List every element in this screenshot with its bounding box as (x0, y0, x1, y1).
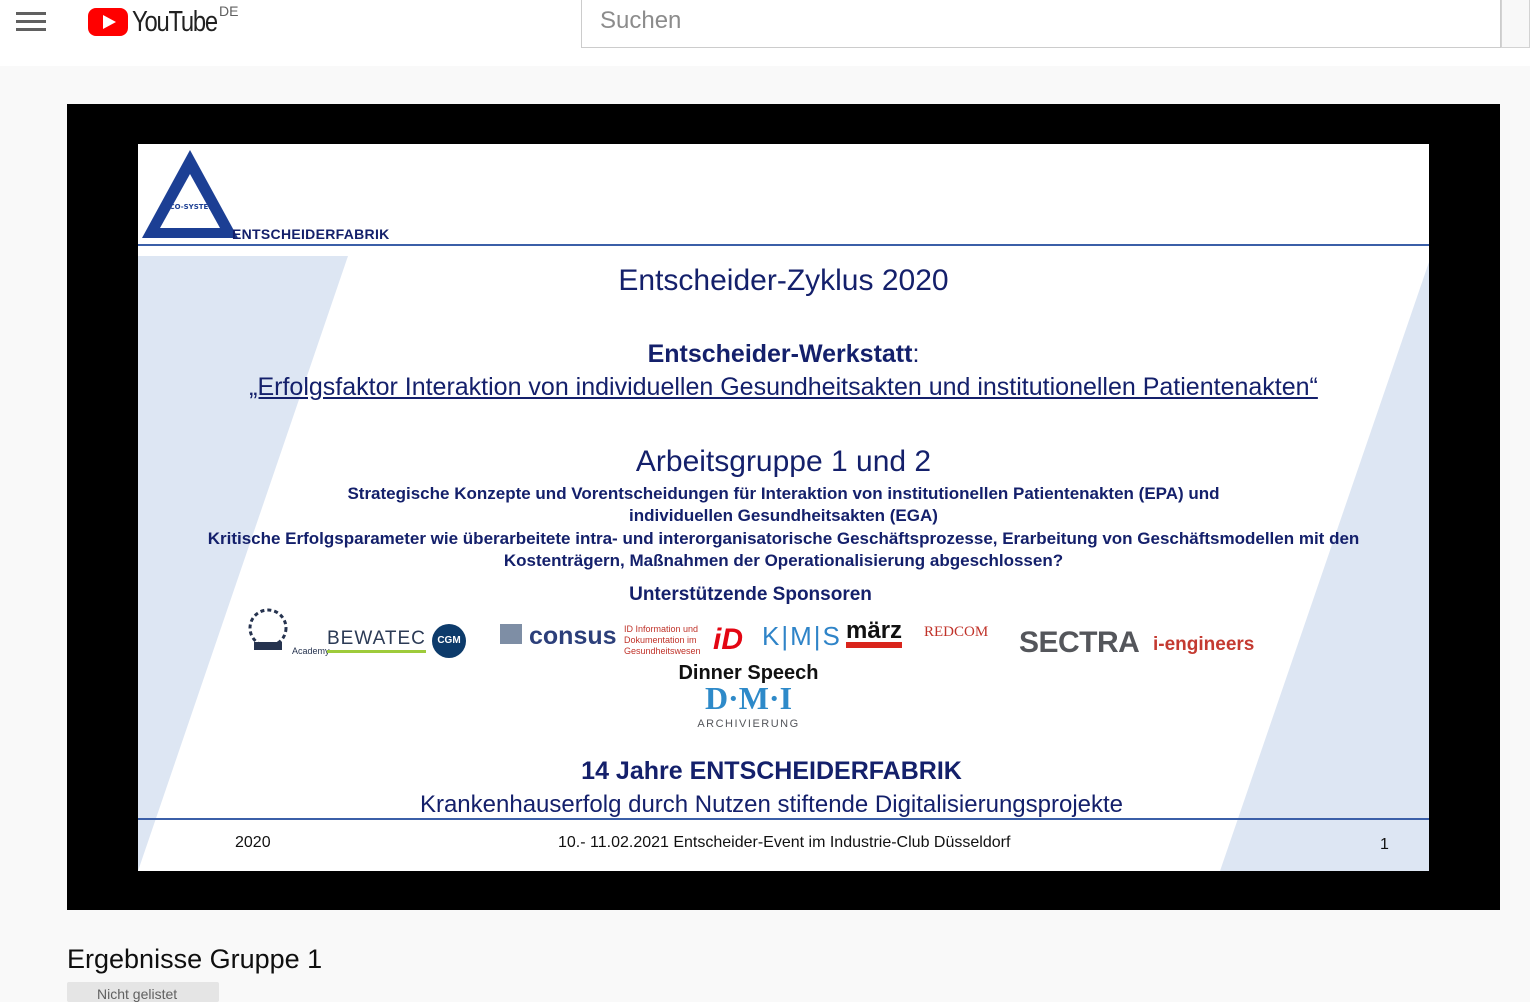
page-number: 1 (1380, 836, 1389, 853)
youtube-logo[interactable] (88, 3, 239, 38)
ahime-logo-icon (242, 606, 294, 658)
strategy-line-2: individuellen Gesundheitsakten (EGA) (629, 506, 938, 525)
tagline: Krankenhauserfolg durch Nutzen stiftende Digitalisierungsprojekte (419, 791, 1124, 818)
org-name: ENTSCHEIDERFABRIK (232, 226, 390, 242)
video-player[interactable] (67, 104, 1500, 910)
footer-rule (138, 818, 1429, 820)
logo-center-text: ECO-SYSTEM (164, 203, 216, 211)
search-box (581, 0, 1501, 48)
slide-heading: Entscheider-Zyklus 2020 (618, 264, 949, 297)
kms-logo: K|M|S (762, 621, 842, 651)
menu-icon[interactable] (16, 12, 46, 32)
dinner-speech: Dinner Speech (678, 662, 819, 684)
footer-year: 2020 (235, 834, 271, 851)
play-logo-icon (88, 8, 128, 36)
presentation-slide (138, 144, 1429, 871)
anniversary-line: 14 Jahre ENTSCHEIDERFABRIK (581, 757, 962, 785)
visibility-badge: Nicht gelistet (67, 982, 219, 1002)
id-line-1: ID Information und (624, 624, 699, 634)
sponsors-heading: Unterstützende Sponsoren (629, 584, 872, 605)
consus-mark-icon (500, 624, 522, 644)
dmi-subtitle: ARCHIVIERUNG (697, 718, 800, 730)
header-rule (138, 244, 1429, 246)
strategy-line-1: Strategische Konzepte und Vorentscheidungen für Interaktion von institutionellen Patientenakten (EPA) und (347, 484, 1220, 503)
group-title: Arbeitsgruppe 1 und 2 (635, 445, 932, 478)
ahime-academy: Academy (292, 646, 330, 656)
success-line-1: Kritische Erfolgsparameter wie überarbeitete intra- und interorganisatorische Geschäftsprozesse, Erarbeitung von Geschäftsmodellen mit den (207, 529, 1360, 548)
search-input[interactable] (582, 0, 1480, 42)
video-title: Ergebnisse Gruppe 1 (67, 944, 323, 974)
success-line-2: Kostenträgern, Maßnahmen der Operationalisierung abgeschlossen? (503, 551, 1064, 570)
quote-title: „Erfolgsfaktor Interaktion von individuellen Gesundheitsakten und institutionellen Patientenakten“ (249, 373, 1318, 401)
logo-text: YouTube (132, 5, 217, 38)
subheading-line (138, 340, 1429, 369)
search-button[interactable] (1501, 0, 1530, 48)
sectra-logo: SECTRA (1019, 626, 1140, 659)
redcom-logo: REDCOM (924, 624, 989, 640)
subheading-colon: : (912, 340, 920, 368)
id-line-3: Gesundheitswesen (624, 646, 701, 656)
subheading: Entscheider-Werkstatt (647, 340, 913, 368)
masthead (0, 0, 1530, 66)
consus-logo: consus (529, 622, 617, 650)
id-text-logo (624, 624, 701, 657)
id-logo: iD (713, 623, 743, 656)
iengineers-logo: i-engineers (1153, 634, 1255, 655)
dmi-logo: D·M·I (704, 680, 793, 716)
footer-event: 10.- 11.02.2021 Entscheider-Event im Industrie-Club Düsseldorf (558, 834, 1011, 851)
country-code: DE (219, 3, 239, 19)
entscheiderfabrik-logo (142, 148, 242, 240)
id-line-2: Dokumentation im (624, 635, 697, 645)
cgm-logo: CGM (432, 624, 466, 658)
bewatec-logo: BEWATEC (327, 628, 426, 653)
maerz-logo: märz (846, 620, 902, 648)
sponsor-logos (138, 606, 1429, 666)
